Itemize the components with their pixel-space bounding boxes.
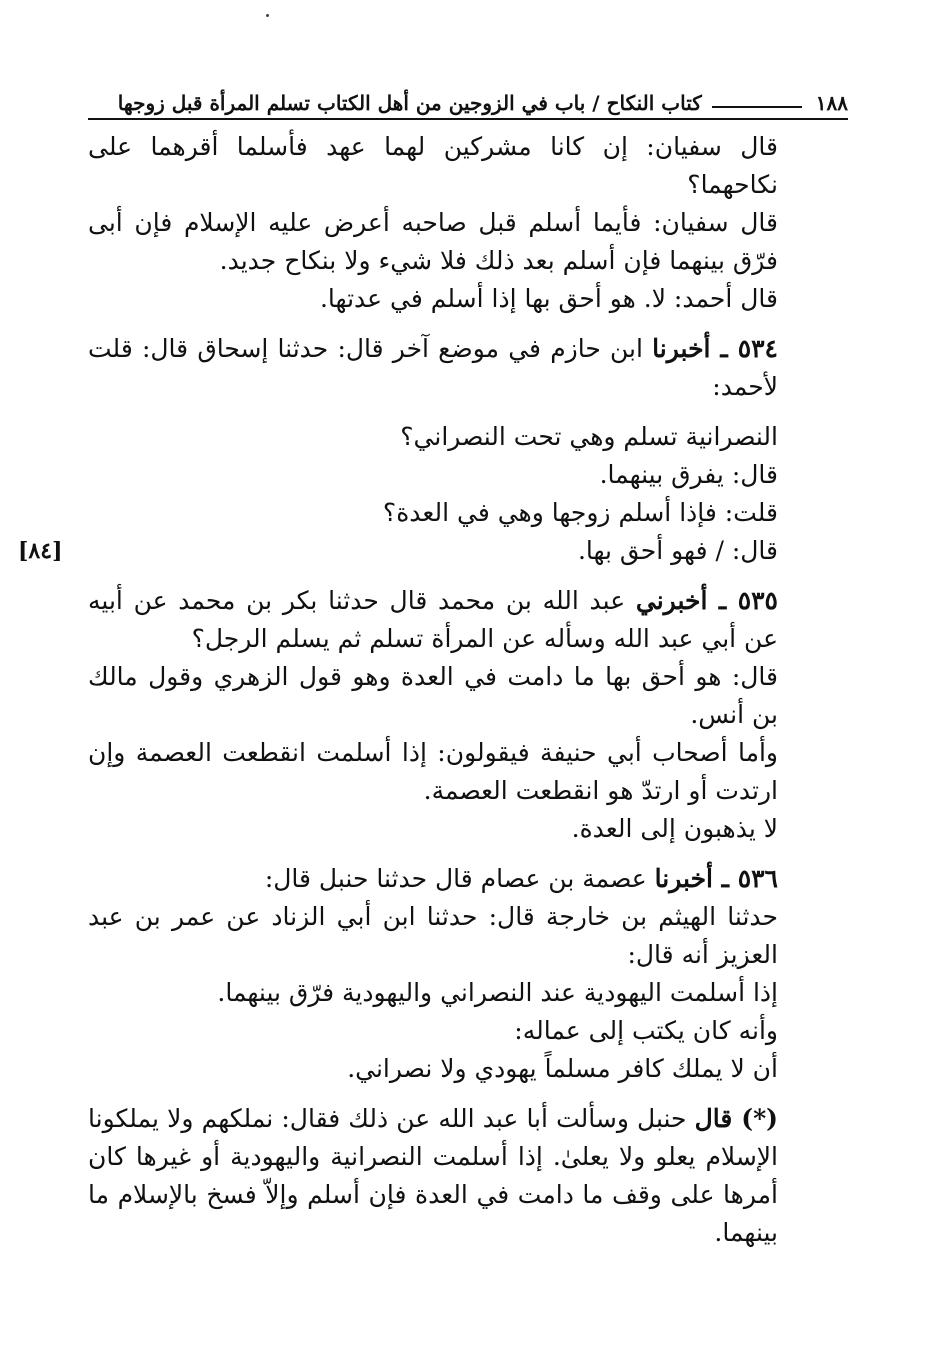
entry-lead: ٥٣٤ ـ أخبرنا [652,334,778,363]
entry-lead: (*) قال [694,1104,778,1133]
text-paragraph [18,532,848,570]
paragraph-text: قال سفيان: فأيما أسلم قبل صاحبه أعرض عليه الإسلام فإن أبى فرّق بينهما فإن أسلم بعد ذلك فلا شيء ولا بنكاح جديد. [88,208,778,275]
text-paragraph [88,1050,848,1088]
text-paragraph [88,1012,848,1050]
paragraph-text: حدثنا الهيثم بن خارجة قال: حدثنا ابن أبي الزناد عن عمر بن عبد العزيز أنه قال: [88,902,778,969]
running-title: كتاب النكاح / باب في الزوجين من أهل الكتاب تسلم المرأة قبل زوجها [117,91,702,115]
paragraph-text: وأنه كان يكتب إلى عماله: [514,1016,778,1045]
text-paragraph [88,860,848,898]
text-paragraph [88,1100,848,1252]
manuscript-folio-marker: [٨٤] [18,538,63,564]
text-paragraph [88,456,848,494]
paragraph-text: قال: هو أحق بها ما دامت في العدة وهو قول الزهري وقول مالك بن أنس. [88,662,778,729]
text-paragraph [88,494,848,532]
text-paragraph [88,330,848,406]
entry-lead: ٥٣٥ ـ أخبرني [635,586,778,615]
paragraph-text: قلت: فإذا أسلم زوجها وهي في العدة؟ [382,498,778,527]
text-paragraph [88,810,848,848]
text-paragraph [88,898,848,974]
paragraph-text: وأما أصحاب أبي حنيفة فيقولون: إذا أسلمت انقطعت العصمة وإن ارتدت أو ارتدّ هو انقطعت العصمة. [88,738,778,805]
header-rule [712,106,802,108]
paragraph-text: عبد الله بن محمد قال حدثنا بكر بن محمد عن أبيه عن أبي عبد الله وسأله عن المرأة تسلم ثم يسلم الرجل؟ [88,586,778,653]
paragraph-text: لا يذهبون إلى العدة. [571,814,778,843]
text-paragraph [88,658,848,734]
paragraph-text: ابن حازم في موضع آخر قال: حدثنا إسحاق قال: قلت لأحمد: [88,334,778,401]
paragraph-text: قال: / فهو أحق بها. [577,536,778,565]
paragraph-text: قال سفيان: إن كانا مشركين لهما عهد فأسلما أقرهما على نكاحهما؟ [88,132,778,199]
text-paragraph [88,418,848,456]
paragraph-text: قال: يفرق بينهما. [599,460,778,489]
text-paragraph [88,582,848,658]
text-paragraph [88,974,848,1012]
paragraph-text: حنبل وسألت أبا عبد الله عن ذلك فقال: نملكهم ولا يملكونا الإسلام يعلو ولا يعلىٰ. إذا أسلمت النصرانية واليهودية أو غيرها كان أمرها على وقف ما دامت في العدة فإن أسلم وإلاّ فسخ بالإسلام ما بينهما. [88,1104,778,1247]
text-body [18,128,848,1252]
text-paragraph [88,280,848,318]
paragraph-text: قال أحمد: لا. هو أحق بها إذا أسلم في عدتها. [319,284,778,313]
scan-speck [266,14,269,17]
text-paragraph [88,128,848,204]
paragraph-text: النصرانية تسلم وهي تحت النصراني؟ [400,422,778,451]
entry-lead: ٥٣٦ ـ أخبرنا [654,864,778,893]
text-paragraph [88,204,848,280]
running-header [88,78,848,120]
text-paragraph [88,734,848,810]
page-number: ١٨٨ [815,91,848,115]
paragraph-text: أن لا يملك كافر مسلماً يهودي ولا نصراني. [347,1054,778,1083]
paragraph-text: إذا أسلمت اليهودية عند النصراني واليهودية فرّق بينهما. [217,978,778,1007]
paragraph-text: عصمة بن عصام قال حدثنا حنبل قال: [264,864,655,893]
